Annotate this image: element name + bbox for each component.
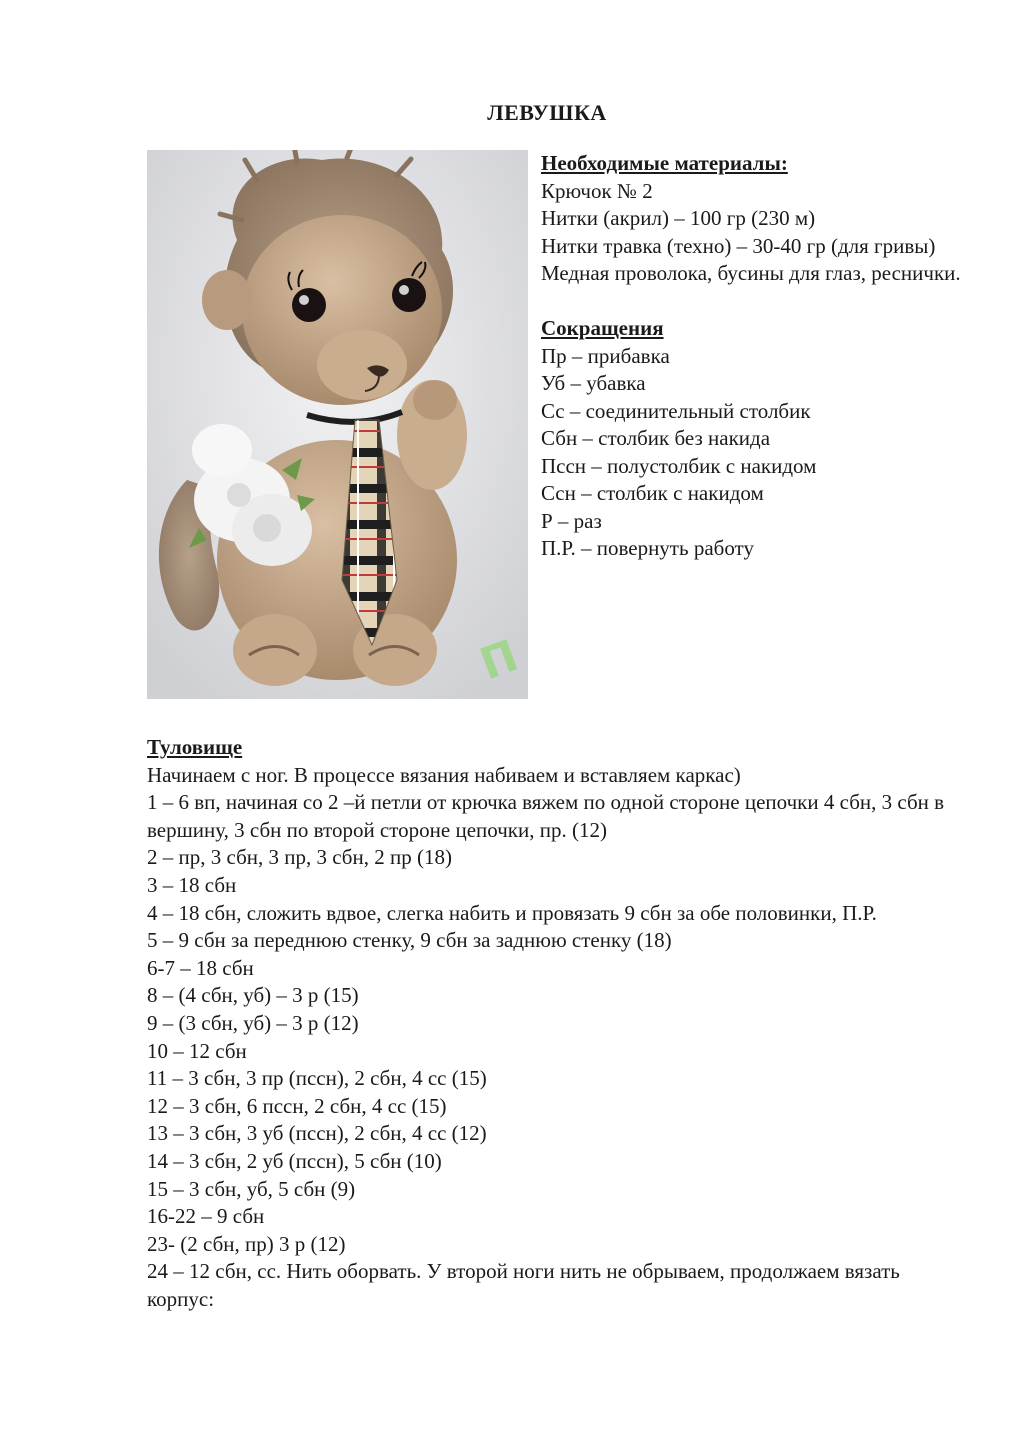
- torso-section: [147, 734, 957, 1313]
- torso-heading: Туловище: [147, 735, 243, 759]
- instruction-row: 3 – 18 сбн: [147, 872, 237, 897]
- instruction-row: 14 – 3 сбн, 2 уб (пссн), 5 сбн (10): [147, 1148, 442, 1173]
- abbreviation-item: Сбн – столбик без накида: [541, 426, 771, 450]
- spacer: [541, 288, 961, 316]
- page-title: ЛЕВУШКА: [487, 100, 607, 125]
- abbreviation-item: Уб – убавка: [541, 371, 646, 395]
- materials-line: Медная проволока, бусины для глаз, реснички.: [541, 261, 961, 285]
- instruction-row: 8 – (4 сбн, уб) – 3 р (15): [147, 983, 359, 1008]
- instruction-row: 5 – 9 сбн за переднюю стенку, 9 сбн за заднюю стенку (18): [147, 928, 672, 953]
- instruction-row: 12 – 3 сбн, 6 пссн, 2 сбн, 4 сс (15): [147, 1093, 447, 1118]
- abbreviation-item: Ссн – столбик с накидом: [541, 481, 764, 505]
- instruction-row: 11 – 3 сбн, 3 пр (пссн), 2 сбн, 4 сс (15): [147, 1066, 487, 1091]
- materials-section: [541, 150, 961, 563]
- instruction-row: 13 – 3 сбн, 3 уб (пссн), 2 сбн, 4 сс (12): [147, 1121, 487, 1146]
- abbreviation-item: П.Р. – повернуть работу: [541, 536, 754, 560]
- instruction-row: 24 – 12 сбн, сс. Нить оборвать. У второй ноги нить не обрываем, продолжаем вязать корпус:: [147, 1259, 900, 1311]
- instruction-row: 15 – 3 сбн, уб, 5 сбн (9): [147, 1176, 356, 1201]
- abbreviation-item: Пр – прибавка: [541, 343, 670, 368]
- instruction-row: 6-7 – 18 сбн: [147, 955, 254, 980]
- abbreviation-item: Пссн – полустолбик с накидом: [541, 453, 817, 478]
- instruction-row: Начинаем с ног. В процессе вязания набиваем и вставляем каркас): [147, 762, 741, 787]
- instruction-row: 16-22 – 9 сбн: [147, 1204, 265, 1229]
- abbreviation-item: Р – раз: [541, 508, 602, 533]
- instruction-row: 4 – 18 сбн, сложить вдвое, слегка набить и провязать 9 сбн за обе половинки, П.Р.: [147, 900, 877, 925]
- lion-toy-photo: [147, 150, 528, 699]
- materials-line: Нитки (акрил) – 100 гр (230 м): [541, 206, 816, 230]
- materials-line: Нитки травка (техно) – 30-40 гр (для гривы): [541, 233, 936, 258]
- watermark-text: п: [468, 616, 526, 693]
- abbreviation-item: Сс – соединительный столбик: [541, 398, 811, 423]
- instruction-row: 23- (2 сбн, пр) 3 р (12): [147, 1231, 346, 1256]
- instruction-row: 9 – (3 сбн, уб) – 3 р (12): [147, 1010, 359, 1035]
- instruction-row: 10 – 12 сбн: [147, 1038, 247, 1063]
- instruction-row: 1 – 6 вп, начиная со 2 –й петли от крючка вяжем по одной стороне цепочки 4 сбн, 3 сбн в вершину, 3 сбн по второй стороне цепочки, пр. (12): [147, 790, 945, 842]
- instruction-row: 2 – пр, 3 сбн, 3 пр, 3 сбн, 2 пр (18): [147, 845, 452, 870]
- materials-heading: Необходимые материалы:: [541, 151, 788, 175]
- materials-line: Крючок № 2: [541, 178, 653, 203]
- abbreviations-heading: Сокращения: [541, 316, 664, 340]
